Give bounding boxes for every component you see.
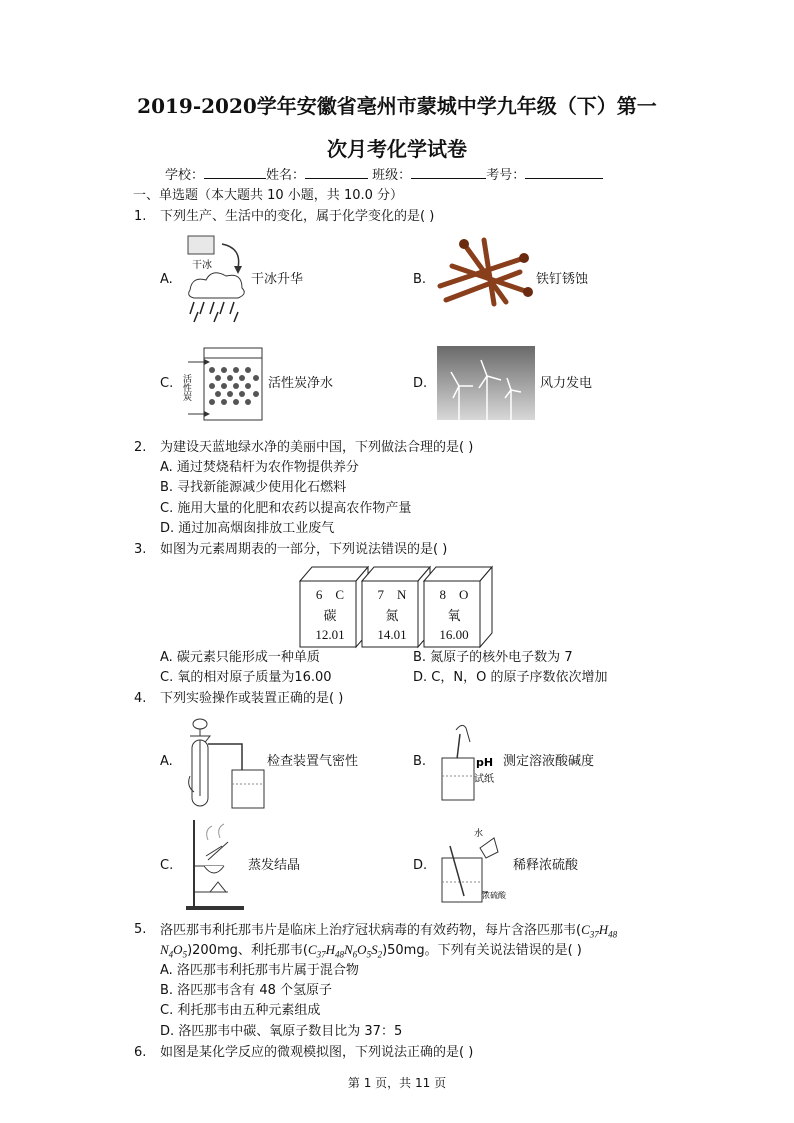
element-n-header [367,587,417,603]
q4-stem: 下列实验操作或装置正确的是( ) [160,691,344,706]
q3-stem: 如图为元素周期表的一部分，下列说法错误的是( ) [160,542,448,557]
q1-option-c-text: 活性炭净水 [268,376,334,391]
q6-number: 6. [134,1045,147,1060]
acid-label: 浓硫酸 [482,891,506,900]
q5-option-b[interactable]: B. 洛匹那韦含有 48 个氢原子 [160,983,332,998]
q3-option-c[interactable]: C. 氧的相对原子质量为16.00 [160,670,332,685]
q3-option-b[interactable]: B. 氮原子的核外电子数为 7 [413,650,573,665]
element-c-name: 碳 [323,608,337,623]
element-o-number: 8 [439,587,447,602]
q2-option-b[interactable]: B. 寻找新能源减少使用化石燃料 [160,480,347,495]
q2-option-d[interactable]: D. 通过加高烟囱排放工业废气 [160,521,335,536]
q4-number: 4. [134,691,147,706]
rusty-nails-image [434,236,532,308]
wind-turbines-image [437,346,535,420]
q1-option-c-letter[interactable]: C. [160,376,174,391]
q4-option-b-text: 测定溶液酸碱度 [503,754,595,769]
element-c-header [305,587,355,603]
q3-option-d[interactable]: D. C，N，O 的原子序数依次增加 [413,670,608,685]
q4-option-c-letter[interactable]: C. [160,858,174,873]
element-n-name: 氮 [385,608,399,623]
q5-stem-text3: )50mg。下列有关说法错误的是( ) [382,943,582,958]
q2-stem: 为建设天蓝地绿水净的美丽中国，下列做法合理的是( ) [160,440,474,455]
q4-option-b-letter[interactable]: B. [413,754,427,769]
q4-option-d-letter[interactable]: D. [413,858,428,873]
ph-test-image [436,720,506,802]
name-label: 姓名： [266,168,306,183]
ph-label: pH [476,756,494,769]
class-field[interactable] [411,165,486,179]
element-n-symbol: N [397,587,407,602]
page-footer: 第 1 页，共 11 页 [347,1076,447,1090]
q3-number: 3. [134,542,147,557]
q5-number: 5. [134,922,147,937]
q4-option-a-letter[interactable]: A. [160,754,173,769]
q2-option-a[interactable]: A. 通过焚烧秸杆为农作物提供养分 [160,460,359,475]
dry-ice-sublimation-image [184,234,250,324]
q1-option-b-text: 铁钉锈蚀 [536,272,589,287]
q1-stem: 下列生产、生活中的变化，属于化学变化的是( ) [160,209,435,224]
element-n-number: 7 [377,587,385,602]
class-label: 班级： [372,168,412,183]
element-c-symbol: C [335,587,345,602]
q2-option-c[interactable]: C. 施用大量的化肥和农药以提高农作物产量 [160,501,412,516]
carbon-label: 活性炭 [181,374,191,401]
q5-stem-text1: 洛匹那韦利托那韦片是临床上治疗冠状病毒的有效药物，每片含洛匹那韦( [160,923,582,938]
q5-option-d[interactable]: D. 洛匹那韦中碳、氧原子数目比为 37：5 [160,1024,403,1039]
school-field[interactable] [204,165,266,179]
q4-option-a-text: 检查装置气密性 [267,754,359,769]
element-o-symbol: O [459,587,469,602]
q5-option-a[interactable]: A. 洛匹那韦利托那韦片属于混合物 [160,963,359,978]
q1-option-b-letter[interactable]: B. [413,272,427,287]
q1-option-d-letter[interactable]: D. [413,376,428,391]
info-line [165,165,603,184]
formula-lopinavir-part1: $C_{37}H_{48}$ [581,922,618,940]
element-c-number: 6 [315,587,323,602]
q3-option-a[interactable]: A. 碳元素只能形成一种单质 [160,650,320,665]
q5-stem-line1 [160,922,617,943]
number-label: 考号： [486,168,526,183]
q4-option-c-text: 蒸发结晶 [248,858,301,873]
q4-option-d-text: 稀释浓硫酸 [513,858,579,873]
name-field[interactable] [305,165,368,179]
q1-option-a-letter[interactable]: A. [160,272,173,287]
water-label: 水 [474,829,484,839]
formula-ritonavir: $C_{37}H_{48}N_6O_5S_2$ [307,942,383,960]
dilute-acid-image [436,826,516,906]
q5-stem-line2 [160,942,582,963]
page-title-line1: 2019-2020学年安徽省亳州市蒙城中学九年级（下）第一 [137,94,657,118]
formula-lopinavir-part2: $N_4O_5$ [160,942,188,960]
section-heading: 一、单选题（本大题共 10 小题，共 10.0 分） [133,188,404,203]
school-label: 学校： [165,168,205,183]
airtightness-check-image [182,716,266,812]
test-paper-label: 试纸 [474,774,494,785]
element-o-mass: 16.00 [439,627,469,642]
element-o-name: 氧 [447,608,461,623]
activated-carbon-filter-image [181,344,266,424]
q6-stem: 如图是某化学反应的微观模拟图，下列说法正确的是( ) [160,1045,474,1060]
evaporation-setup-image [184,816,248,912]
page-title-line2: 次月考化学试卷 [327,137,467,161]
q1-number: 1. [134,209,147,224]
q5-stem-text2: )200mg、利托那韦( [187,943,308,958]
number-field[interactable] [525,165,603,179]
q1-option-d-text: 风力发电 [540,376,593,391]
q1-option-a-text: 干冰升华 [251,272,304,287]
element-n-mass: 14.01 [377,627,407,642]
element-c-mass: 12.01 [315,627,345,642]
element-o-header [429,587,479,603]
dry-ice-label: 干冰 [192,260,212,271]
q2-number: 2. [134,440,147,455]
q5-option-c[interactable]: C. 利托那韦由五种元素组成 [160,1003,321,1018]
